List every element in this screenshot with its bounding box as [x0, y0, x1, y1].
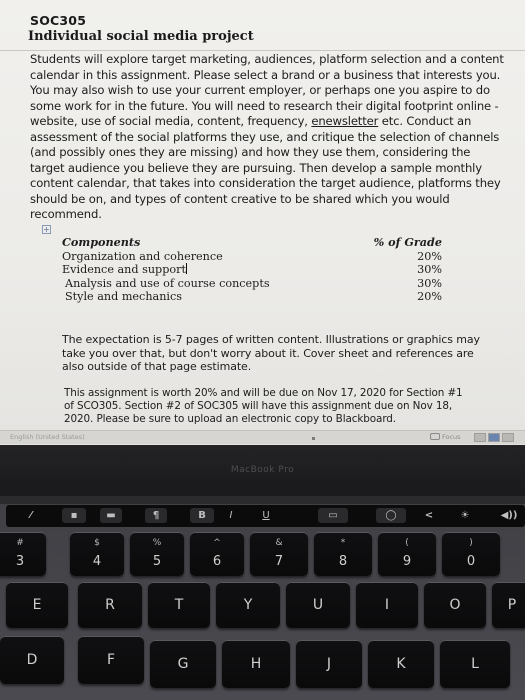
- component-grade: 30%: [417, 263, 442, 277]
- key-j[interactable]: J: [296, 640, 362, 688]
- key-3[interactable]: # 3: [0, 532, 46, 576]
- component-name: Organization and coherence: [62, 249, 223, 263]
- key-9[interactable]: ( 9: [378, 532, 436, 576]
- intro-text-end: etc. Conduct an assessment of the social platforms they use, and critique the selection of channels (and possibly ones they are missing) and how they use them, considering the target audience you believe they are pursuing. Then develop a sample monthly content calendar, that takes into consideration the target audience, platforms they should be on, and types of content creative to be shared which you would recommend.: [30, 114, 501, 221]
- status-bar: [0, 430, 525, 444]
- header-percent-of-grade: % of Grade: [373, 235, 442, 249]
- key-r[interactable]: R: [78, 582, 142, 628]
- touch-bar-list-icon[interactable]: ▬: [100, 508, 122, 523]
- component-grade: 20%: [417, 249, 442, 263]
- key-7[interactable]: & 7: [250, 532, 308, 576]
- table-row: [62, 290, 442, 304]
- touch-bar-underline-button[interactable]: U: [262, 510, 270, 521]
- header-divider: [0, 50, 525, 51]
- key-0[interactable]: ) 0: [442, 532, 500, 576]
- touch-bar-style-icon[interactable]: ▪: [62, 508, 86, 523]
- component-grade: 20%: [417, 290, 442, 304]
- expectation-paragraph: The expectation is 5-7 pages of written content. Illustrations or graphics may take you over that, but don't worry about it. Cover sheet and references are also outside of that page estimate.: [62, 333, 480, 374]
- focus-label: Focus: [442, 433, 461, 441]
- grade-table-header: [62, 236, 442, 250]
- table-row: [62, 277, 442, 291]
- language-indicator[interactable]: English (United States): [10, 433, 85, 441]
- web-layout-view-icon[interactable]: [502, 433, 514, 442]
- read-mode-view-icon[interactable]: [474, 433, 486, 442]
- component-grade: 30%: [417, 276, 442, 290]
- key-o[interactable]: O: [424, 582, 486, 628]
- touch-bar-italic-button[interactable]: I: [229, 510, 233, 521]
- key-e[interactable]: E: [6, 582, 68, 628]
- key-y[interactable]: Y: [216, 582, 280, 628]
- scroll-indicator: [312, 437, 315, 440]
- key-8[interactable]: * 8: [314, 532, 372, 576]
- key-g[interactable]: G: [150, 640, 216, 688]
- assignment-info-paragraph: This assignment is worth 20% and will be due on Nov 17, 2020 for Section #1 of SCO305. Section #2 of SOC305 will have this assignment due on Nov 18, 2020. Please be sure to upload an electronic copy to Blackboard.: [64, 387, 463, 425]
- intro-text-start: Students will explore target marketing, audiences, platform selection and a content calendar in this assignment. Please select a brand or a business that interests you. You may also wish to use your current employer, or perhaps one you aspire to do some work for in the future. You will need to research their digital footprint online - website, use of social media, content, frequency,: [30, 52, 504, 128]
- key-l[interactable]: L: [440, 640, 510, 688]
- touch-bar-comment-icon[interactable]: ▭: [318, 508, 348, 523]
- key-5[interactable]: % 5: [130, 532, 184, 576]
- key-p[interactable]: P: [492, 582, 525, 628]
- table-row: [62, 250, 442, 264]
- touch-bar-focus-icon[interactable]: ◯: [376, 508, 406, 523]
- course-code: SOC305: [30, 13, 87, 28]
- key-i[interactable]: I: [356, 582, 418, 628]
- header-components: Components: [62, 235, 141, 249]
- focus-button[interactable]: [430, 433, 461, 441]
- text-cursor: [186, 263, 187, 274]
- touch-bar-brush-icon[interactable]: ⁄: [30, 510, 32, 521]
- underlined-word: enewsletter: [311, 114, 379, 128]
- touch-bar-bold-button[interactable]: B: [190, 508, 214, 523]
- key-6[interactable]: ^ 6: [190, 532, 244, 576]
- component-name: Style and mechanics: [65, 290, 182, 304]
- key-d[interactable]: D: [0, 636, 64, 684]
- grade-table: [62, 236, 442, 304]
- key-k[interactable]: K: [368, 640, 434, 688]
- key-t[interactable]: T: [148, 582, 210, 628]
- project-title: Individual social media project: [28, 29, 254, 44]
- key-4[interactable]: $ 4: [70, 532, 124, 576]
- brightness-icon[interactable]: ☀: [460, 510, 470, 521]
- table-row: [62, 263, 442, 277]
- component-name: Evidence and support: [62, 263, 186, 277]
- intro-paragraph: [30, 52, 508, 223]
- key-h[interactable]: H: [222, 640, 290, 688]
- table-move-handle-icon[interactable]: +: [43, 225, 50, 234]
- touch-bar-paragraph-icon[interactable]: ¶: [145, 508, 167, 523]
- key-u[interactable]: U: [286, 582, 350, 628]
- touch-bar-expand-button[interactable]: <: [424, 510, 434, 521]
- key-f[interactable]: F: [78, 636, 144, 684]
- macbook-label: MacBook Pro: [230, 465, 295, 475]
- laptop-hinge: [0, 496, 525, 504]
- focus-icon: [430, 433, 440, 440]
- component-name: Analysis and use of course concepts: [65, 276, 270, 290]
- print-layout-view-icon[interactable]: [488, 433, 500, 442]
- volume-icon[interactable]: ◀)): [500, 510, 518, 521]
